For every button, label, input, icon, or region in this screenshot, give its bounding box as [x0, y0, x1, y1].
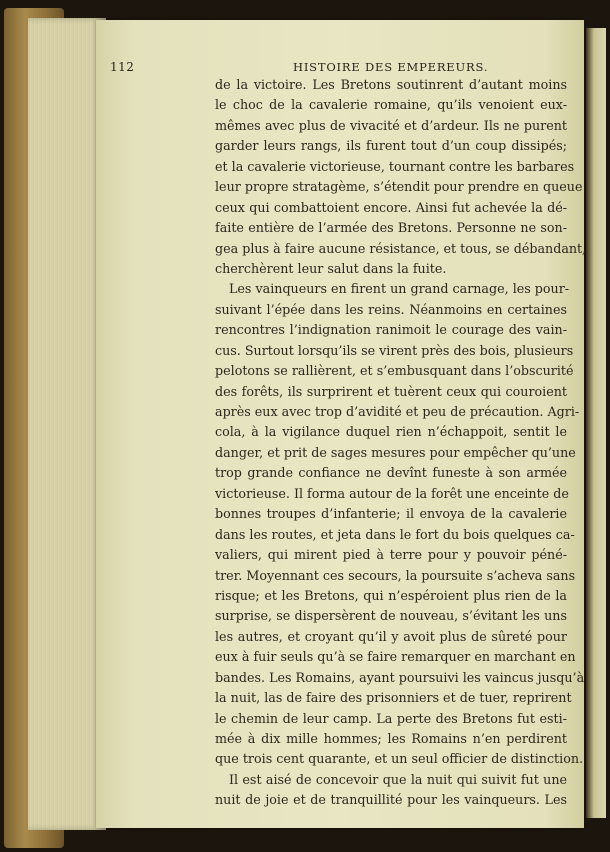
- text-line: rencontres l’indignation ranimoit le courage des vain-: [215, 322, 567, 338]
- text-line: de la victoire. Les Bretons soutinrent d’autant moins: [215, 77, 567, 92]
- text-line: mée à dix mille hommes; les Romains n’en perdirent: [215, 731, 567, 746]
- text-line: Les vainqueurs en firent un grand carnage, les pour-: [229, 281, 570, 297]
- text-line: nuit de joie et de tranquillité pour les vainqueurs. Les: [215, 792, 567, 808]
- text-line: faite entière de l’armée des Bretons. Personne ne son-: [215, 220, 567, 236]
- facing-page-edge: [586, 28, 606, 818]
- paragraph: [215, 279, 585, 770]
- text-line: suivant l’épée dans les reins. Néanmoins en certaines: [215, 301, 567, 317]
- text-line: trop grande confiance ne devînt funeste à son armée: [215, 465, 567, 481]
- text-line: eux à fuir seuls qu’à se faire remarquer en marchant en: [215, 649, 576, 665]
- paragraph: [215, 770, 567, 811]
- paragraph: [215, 75, 587, 279]
- text-line: que trois cent quarante, et un seul officier de distinction.: [215, 751, 584, 767]
- text-line: valiers, qui mirent pied à terre pour y pouvoir péné-: [215, 547, 567, 563]
- text-line: ceux qui combattoient encore. Ainsi fut achevée la dé-: [215, 199, 567, 215]
- text-line: cola, à la vigilance duquel rien n’échappoit, sentit le: [215, 424, 567, 440]
- text-line: cus. Surtout lorsqu’ils se virent près des bois, plusieurs: [215, 342, 574, 358]
- text-line: trer. Moyennant ces secours, la poursuite s’acheva sans: [215, 567, 576, 583]
- text-line: risque; et les Bretons, qui n’espéroient plus rien de la: [215, 587, 567, 603]
- text-line: leur propre stratagème, s’étendit pour prendre en queue: [215, 179, 583, 195]
- text-line: dans les routes, et jeta dans le fort du bois quelques ca-: [215, 526, 575, 542]
- text-line: des forêts, ils surprirent et tuèrent ceux qui couroient: [215, 383, 567, 399]
- text-line: garder leurs rangs, ils furent tout d’un coup dissipés;: [215, 138, 567, 154]
- page-edges: [28, 18, 106, 830]
- text-line: après eux avec trop d’avidité et peu de précaution. Agri-: [215, 404, 580, 419]
- page-number: 112: [110, 60, 135, 74]
- text-line: Il est aisé de concevoir que la nuit qui suivit fut une: [229, 771, 567, 787]
- text-line: pelotons se rallièrent, et s’embusquant dans l’obscurité: [215, 363, 574, 379]
- text-line: danger, et prit de sages mesures pour empêcher qu’une: [215, 444, 576, 460]
- text-line: cherchèrent leur salut dans la fuite.: [215, 260, 447, 276]
- running-head: HISTOIRE DES EMPEREURS.: [293, 60, 489, 74]
- text-line: bonnes troupes d’infanterie; il envoya de la cavalerie: [215, 506, 567, 522]
- text-line: le chemin de leur camp. La perte des Bretons fut esti-: [215, 710, 567, 726]
- text-line: victorieuse. Il forma autour de la forêt une enceinte de: [215, 485, 569, 501]
- text-line: le choc de la cavalerie romaine, qu’ils venoient eux-: [215, 97, 567, 113]
- text-line: les autres, et croyant qu’il y avoit plus de sûreté pour: [215, 628, 567, 644]
- text-line: et la cavalerie victorieuse, tournant contre les barbares: [215, 158, 575, 174]
- text-line: gea plus à faire aucune résistance, et tous, se débandant,: [215, 240, 587, 256]
- text-line: la nuit, las de faire des prisonniers et de tuer, reprirent: [215, 690, 572, 706]
- text-line: surprise, se dispersèrent de nouveau, s’évitant les uns: [215, 608, 567, 624]
- text-line: bandes. Les Romains, ayant poursuivi les vaincus jusqu’à: [215, 669, 585, 685]
- body-text: [215, 75, 587, 811]
- text-line: mêmes avec plus de vivacité et d’ardeur. Ils ne purent: [215, 117, 567, 133]
